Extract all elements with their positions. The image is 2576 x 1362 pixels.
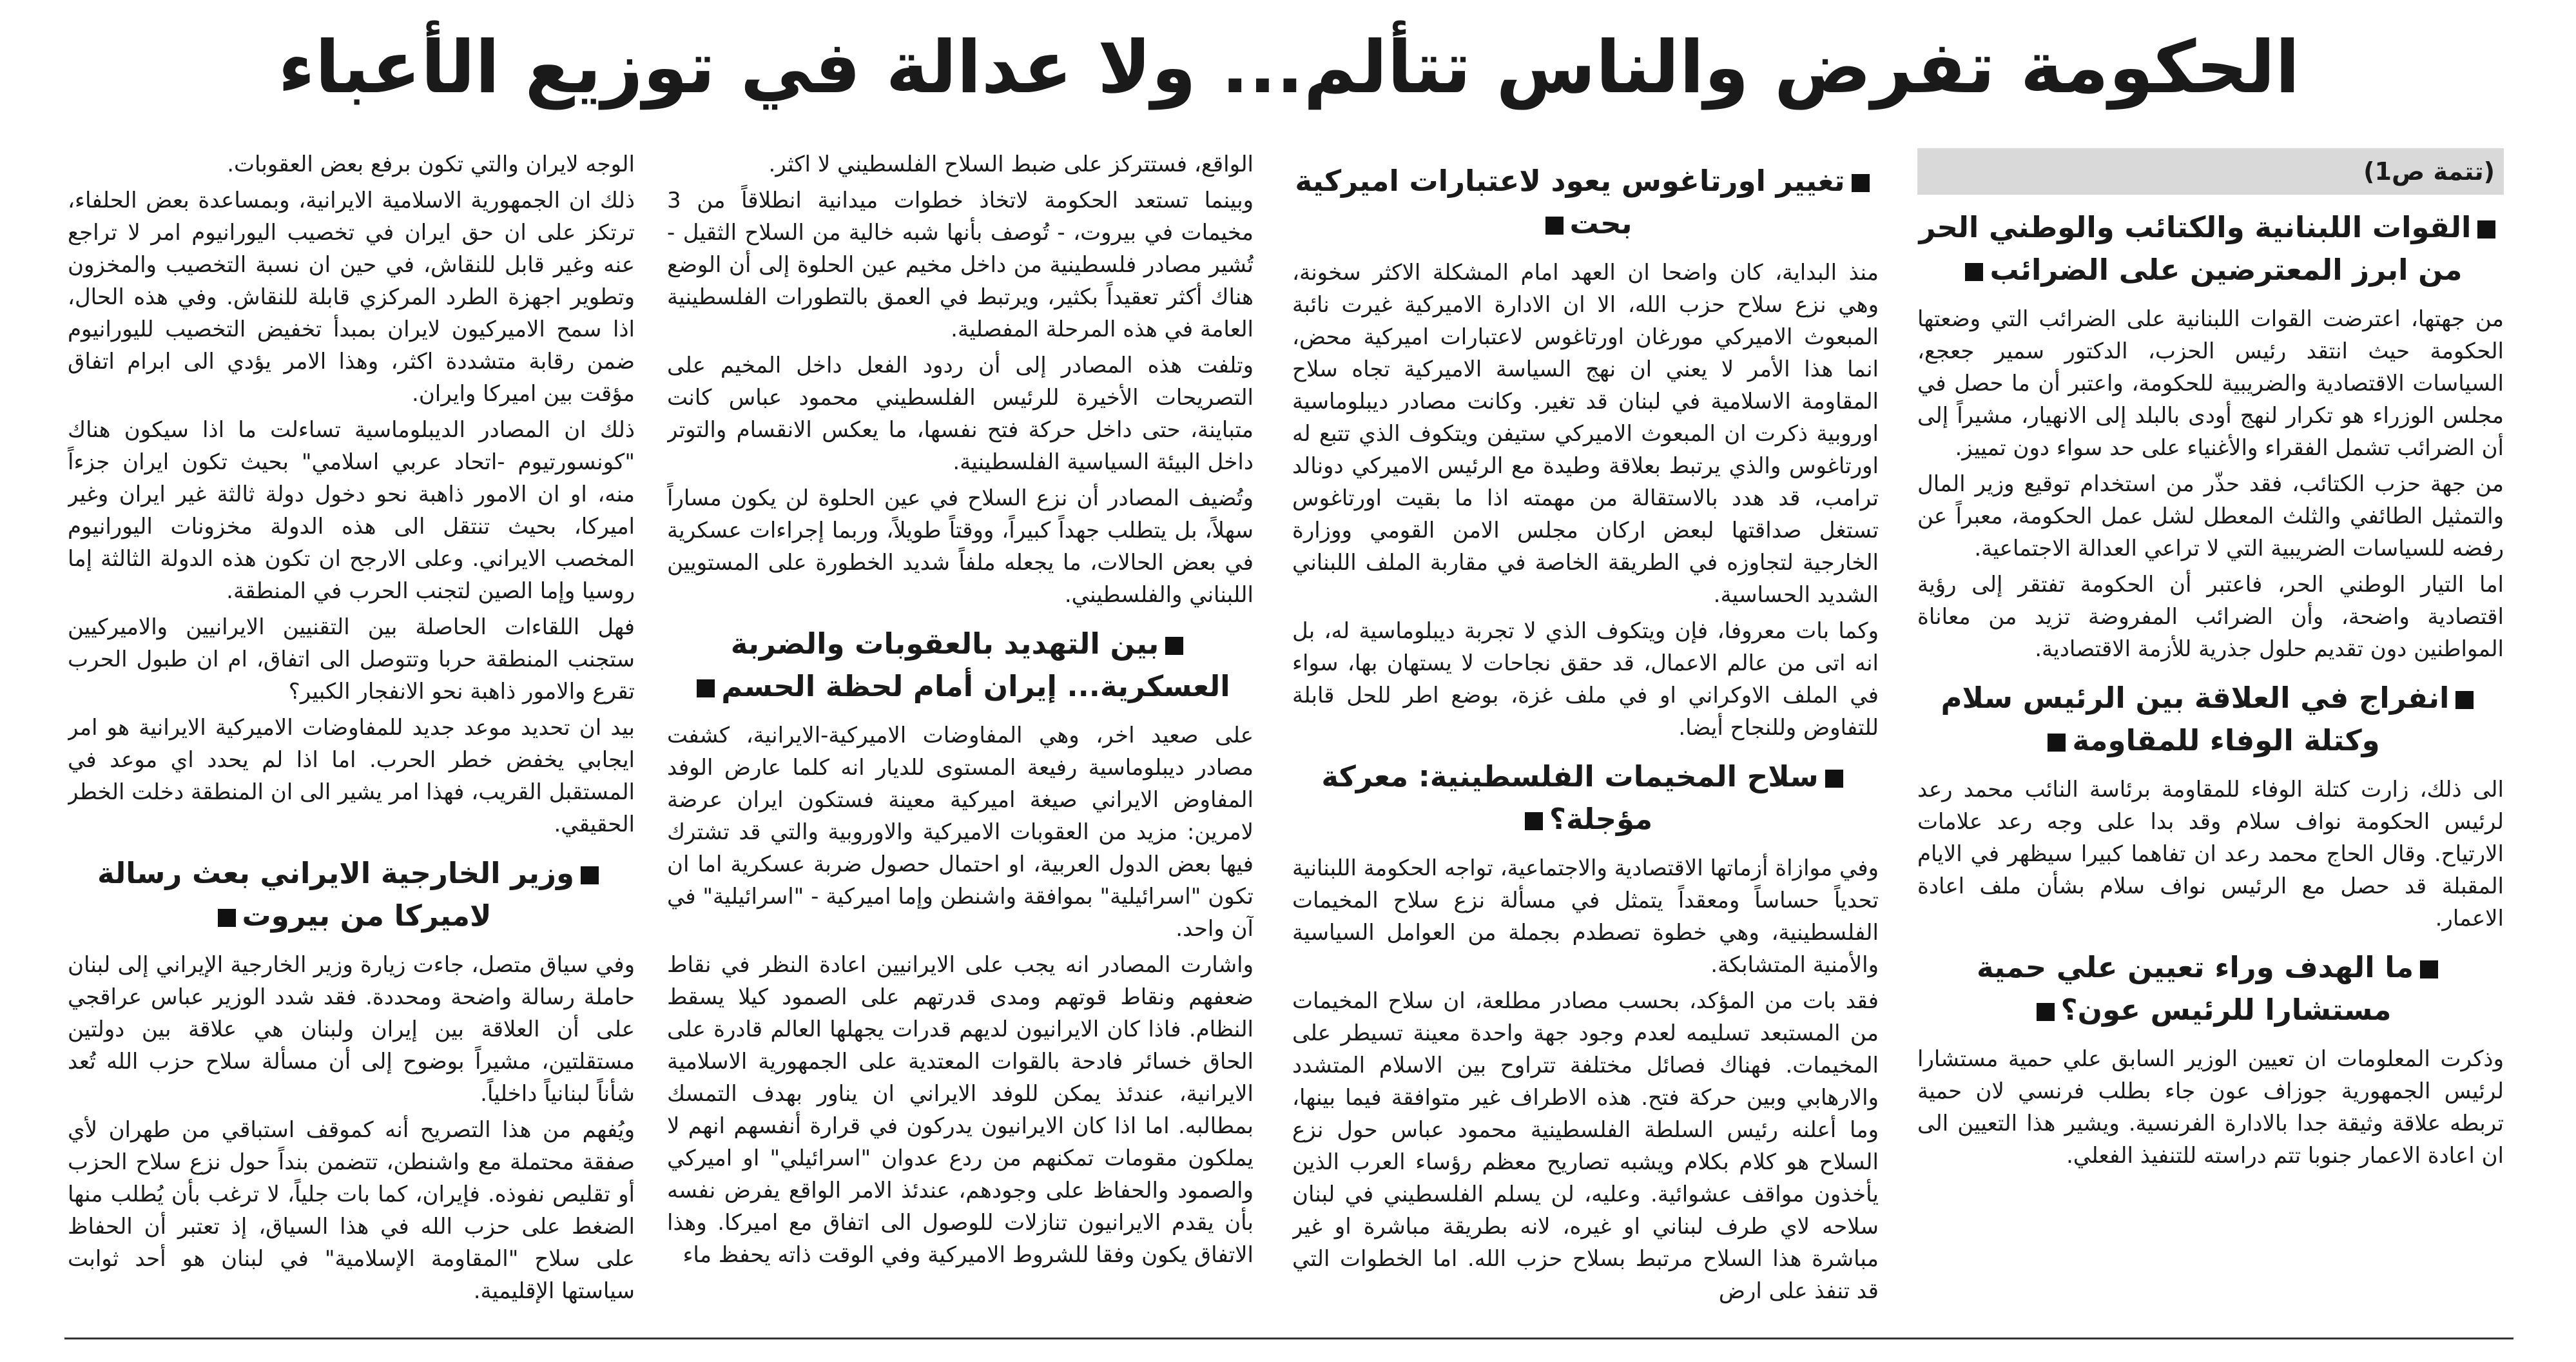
paragraph: من جهتها، اعترضت القوات اللبنانية على الضرائب التي وضعتها الحكومة حيث انتقد رئيس الحزب، الدكتور سمير جعجع، السياسات الاقتصادية والضريبية للحكومة، واعتبر أن ما حصل في مجلس الوزراء هو تكرار لنهج أودى بالبلد إلى الانهيار، مشيراً إلى أن الضرائب تشمل الفقراء والأغنياء على حد سواء دون تمييز.: [1917, 306, 2504, 461]
headline: تغيير اورتاغوس يعود لاعتبارات اميركية بحت: [1292, 160, 1879, 245]
paragraph: وتُضيف المصادر أن نزع السلاح في عين الحلوة لن يكون مساراً سهلاً، بل يتطلب جهداً كبيراً، ووقتاً طويلاً، وربما إجراءات عسكرية في بعض الحالات، ما يجعله ملفاً شديد الخطورة على المستويين اللبناني والفلسطيني.: [667, 485, 1254, 608]
paragraph: وذكرت المعلومات ان تعيين الوزير السابق علي حمية مستشارا لرئيس الجمهورية جوزاف عون جاء بطلب فرنسي لان حمية تربطه علاقة وثيقة جدا بالادارة الفرنسية. ويشير هذا التعيين الى ان اعادة الاعمار جنوبا تتم دراسته للتنفيذ الفعلي.: [1917, 1046, 2504, 1169]
paragraph: وتلفت هذه المصادر إلى أن ردود الفعل داخل المخيم على التصريحات الأخيرة للرئيس الفلسطيني محمود عباس كانت متباينة، حتى داخل حركة فتح نفسها، ما يعكس الانقسام والتوتر داخل البيئة السياسية الفلسطينية.: [667, 353, 1254, 475]
paragraph: وفي موازاة أزماتها الاقتصادية والاجتماعية، تواجه الحكومة اللبنانية تحدياً حساساً ومعقداً يتمثل في مسألة نزع سلاح المخيمات الفلسطينية، وهي خطوة تصطدم بجملة من العوامل السياسية والأمنية المتشابكة.: [1292, 855, 1879, 978]
paragraph: واشارت المصادر انه يجب على الايرانيين اعادة النظر في نقاط ضعفهم ونقاط قوتهم ومدى قدرتهم على الصمود كيلا يسقط النظام. فاذا كان الايرانيون لديهم قدرات يجهلها العالم قادرة على الحاق خسائر فادحة بالقوات المعتدية على الجمهورية الاسلامية الايرانية، عندئذ يمكن للوفد الايراني ان يناور بهدف التمسك بمطالبه. اما اذا كان الايرانيون يدركون في قرارة أنفسهم انهم لا يملكون مقومات تمكنهم من ردع عدوان "اسرائيلي" او اميركي والصمود والحفاظ على وجودهم، عندئذ الامر الواقع يفرض نفسه بأن يقدم الايرانيون تنازلات للوصول الى اتفاق مع اميركا. وهذا الاتفاق يكون وفقا للشروط الاميركية وفي الوقت ذاته يحفظ ماء: [667, 952, 1254, 1268]
paragraph: اما التيار الوطني الحر، فاعتبر أن الحكومة تفتقر إلى رؤية اقتصادية واضحة، وأن الضرائب المفروضة تزيد من معاناة المواطنين دون تقديم حلول جذرية للأزمة الاقتصادية.: [1917, 572, 2504, 662]
paragraph: ويُفهم من هذا التصريح أنه كموقف استباقي من طهران لأي صفقة محتملة مع واشنطن، تتضمن بنداً حول نزع سلاح الحزب أو تقليص نفوذه. فإيران، كما بات جلياً، لا ترغب بأن يُطلب منها الضغط على حزب الله في هذا السياق، إذ تعتبر أن الحفاظ على سلاح "المقاومة الإسلامية" في لبنان هو أحد ثوابت سياستها الإقليمية.: [68, 1117, 635, 1304]
headline: وزير الخارجية الايراني بعث رسالة لاميركا من بيروت: [68, 852, 635, 937]
paragraph: بيد ان تحديد موعد جديد للمفاوضات الاميركية الايرانية هو امر ايجابي يخفض خطر الحرب. اما اذا لم يحدد اي موعد في المستقبل القريب، فهذا امر يشير الى ان المنطقة دخلت الخطر الحقيقي.: [68, 715, 635, 837]
paragraph: ذلك ان المصادر الديبلوماسية تساءلت ما اذا سيكون هناك "كونسورتيوم -اتحاد عربي اسلامي" بحيث تكون ايران جزءاً منه، او ان الامور ذاهبة نحو دخول دولة ثالثة غير ايران وغير اميركا، بحيث تنتقل الى هذه الدولة مخزونات اليورانيوم المخصب الايراني. وعلى الارجح ان تكون هذه الدولة الثالثة إما روسيا وإما الصين لتجنب الحرب في المنطقة.: [68, 417, 635, 604]
headline: ما الهدف وراء تعيين علي حمية مستشارا للرئيس عون؟: [1917, 946, 2504, 1031]
square-bullet-icon: [2455, 691, 2474, 709]
headline: القوات اللبنانية والكتائب والوطني الحر من ابرز المعترضين على الضرائب: [1917, 206, 2504, 291]
square-bullet-icon: [2048, 734, 2066, 752]
square-bullet-icon: [1545, 217, 1564, 235]
paragraph: من جهة حزب الكتائب، فقد حذّر من استخدام توقيع وزير المال والتمثيل الطائفي والثلث المعطل لشل عمل الحكومة، معبراً عن رفضه للسياسات الضريبية التي لا تراعي العدالة الاجتماعية.: [1917, 471, 2504, 561]
square-bullet-icon: [1852, 174, 1870, 192]
paragraph: ذلك ان الجمهورية الاسلامية الايرانية، وبمساعدة بعض الحلفاء، ترتكز على ان حق ايران في تخصيب اليورانيوم امر لا تراجع عنه وغير قابل للنقاش، في حين ان نسبة التخصيب والمخزون وتطوير اجهزة الطرد المركزي قابلة للنقاش. وفي هذه الحال، اذا سمح الاميركيون لايران بمبدأ تخفيض التخصيب لليورانيوم ضمن رقابة متشددة اكثر، وهذا الامر يؤدي الى ابرام اتفاق مؤقت بين اميركا وايران.: [68, 188, 635, 407]
square-bullet-icon: [1965, 263, 1983, 281]
square-bullet-icon: [1825, 770, 1843, 788]
square-bullet-icon: [218, 909, 236, 927]
bottom-rule: [64, 1338, 2513, 1339]
square-bullet-icon: [1525, 812, 1543, 830]
paragraph: فهل اللقاءات الحاصلة بين التقنيين الايرانيين والاميركيين ستجنب المنطقة حربا وتتوصل الى اتفاق، ام ان طبول الحرب تقرع والامور ذاهبة نحو الانفجار الكبير؟: [68, 614, 635, 705]
page-title: الحكومة تفرض والناس تتألم... ولا عدالة في توزيع الأعباء: [278, 26, 2300, 110]
continued-label: (تتمة ص1): [1917, 148, 2504, 195]
paragraph: وفي سياق متصل، جاءت زيارة وزير الخارجية الإيراني إلى لبنان حاملة رسالة واضحة ومحددة. فقد شدد الوزير عباس عراقجي على أن العلاقة بين إيران ولبنان هي علاقة بين دولتين مستقلتين، مشيراً بوضوح إلى أن مسألة سلاح حزب الله تُعد شأناً لبنانياً داخلياً.: [68, 952, 635, 1107]
headline: سلاح المخيمات الفلسطينية: معركة مؤجلة؟: [1292, 755, 1879, 841]
square-bullet-icon: [581, 866, 599, 884]
square-bullet-icon: [2037, 1003, 2055, 1021]
paragraph: فقد بات من المؤكد، بحسب مصادر مطلعة، ان سلاح المخيمات من المستبعد تسليمه لعدم وجود جهة واحدة معينة تسيطر على المخيمات. فهناك فصائل مختلفة تتراوح بين الاسلام المتشدد والارهابي وبين حركة فتح. هذه الاطراف غير متوافقة فيما بينها، وما أعلنه رئيس السلطة الفلسطينية محمود عباس حول نزع السلاح هو كلام بكلام ويشبه تصاريح معظم رؤساء العرب الذين يأخذون مواقف عشوائية. وعليه، لن يسلم الفلسطيني في لبنان سلاحه لاي طرف لبناني او غيره، لانه بطريقة مباشرة او غير مباشرة هذا السلاح مرتبط بسلاح حزب الله. اما الخطوات التي قد تنفذ على ارض: [1292, 988, 1879, 1304]
column-1: [1917, 148, 2504, 1328]
paragraph: على صعيد اخر، وهي المفاوضات الاميركية-الايرانية، كشفت مصادر ديبلوماسية رفيعة المستوى للديار انه كلما عارض الوفد المفاوض الايراني صيغة اميركية معينة فستكون ايران عرضة لامرين: مزيد من العقوبات الاميركية والاوروبية والتي قد تشترك فيها بعض الدول العربية، او احتمال حصول ضربة عسكرية اما ان تكون "اسرائيلية" بموافقة واشنطن وإما اميركية - "اسرائيلية" في آن واحد.: [667, 723, 1254, 942]
paragraph: وكما بات معروفا، فإن ويتكوف الذي لا تجربة ديبلوماسية له، بل انه اتى من عالم الاعمال، قد حقق نجاحات لا يستهان بها، سواء في الملف الاوكراني او في ملف غزة، بوضع اطر للحل قابلة للتفاوض وللنجاح أيضا.: [1292, 618, 1879, 741]
square-bullet-icon: [697, 679, 715, 697]
paragraph: الوجه لايران والتي تكون برفع بعض العقوبات.: [227, 151, 635, 177]
square-bullet-icon: [2420, 960, 2438, 978]
paragraph: منذ البداية، كان واضحا ان العهد امام المشكلة الاكثر سخونة، وهي نزع سلاح حزب الله، الا ان الادارة الاميركية غيرت نائبة المبعوث الاميركي مورغان اورتاغوس لاعتبارات اميركية محض، انما هذا الأمر لا يعني ان نهج السياسة الاميركية تجاه سلاح المقاومة الاسلامية في لبنان قد تغير. وكانت مصادر ديبلوماسية اوروبية ذكرت ان المبعوث الاميركي ستيفن ويتكوف الذي تتبع له اورتاغوس والذي يرتبط بعلاقة وطيدة مع الرئيس الاميركي دونالد ترامب، قد هدد بالاستقالة من مهمته اذا ما بقيت اورتاغوس تستغل صداقتها لبعض اركان مجلس الامن القومي ووزارة الخارجية لتجاوزه في الطريقة الخاصة في مقاربة الملف اللبناني الشديد الحساسية.: [1292, 260, 1879, 608]
column-4: [68, 148, 635, 1328]
headline: بين التهديد بالعقوبات والضربة العسكرية... إيران أمام لحظة الحسم: [667, 623, 1254, 708]
square-bullet-icon: [1165, 637, 1183, 655]
paragraph: الواقع، فستتركز على ضبط السلاح الفلسطيني لا اكثر.: [768, 151, 1254, 177]
paragraph: وبينما تستعد الحكومة لاتخاذ خطوات ميدانية انطلاقاً من 3 مخيمات في بيروت، - تُوصف بأنها شبه خالية من السلاح الثقيل - تُشير مصادر فلسطينية من داخل مخيم عين الحلوة إلى أن الوضع هناك أكثر تعقيداً بكثير، ويرتبط في العمق بالتطورات الفلسطينية العامة في هذه المرحلة المفصلية.: [667, 188, 1254, 342]
headline: انفراج في العلاقة بين الرئيس سلام وكتلة الوفاء للمقاومة: [1917, 677, 2504, 762]
square-bullet-icon: [2477, 220, 2495, 238]
paragraph: الى ذلك، زارت كتلة الوفاء للمقاومة برئاسة النائب محمد رعد لرئيس الحكومة نواف سلام وقد بدا على وجه رعد علامات الارتياح. وقال الحاج محمد رعد ان تفاهما كبيرا سيظهر في الايام المقبلة قد حصل مع الرئيس نواف سلام بشأن ملف اعادة الاعمار.: [1917, 777, 2504, 931]
column-3: [667, 148, 1254, 1328]
column-2: [1292, 148, 1879, 1328]
